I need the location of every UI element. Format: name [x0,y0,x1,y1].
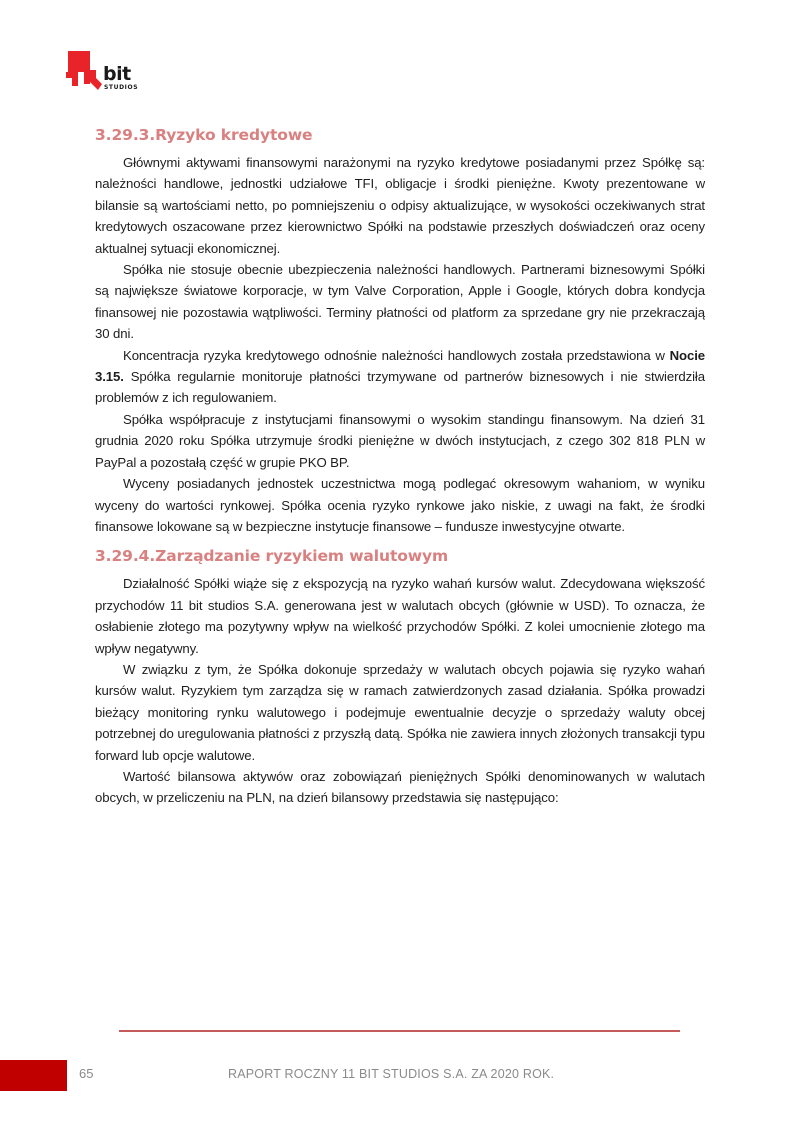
paragraph: W związku z tym, że Spółka dokonuje sprzedaży w walutach obcych pojawia się ryzyko wahań kursów walut. Ryzykiem tym zarządza się w ramach zatwierdzonych zasad działania. Spółka prowadzi bieżący monitoring rynku walutowego i podejmuje ewentualnie decyzje o sprzedaży waluty obcej potrzebnej do uregulowania płatności z przyszłą datą. Spółka nie zawiera innych złożonych transakcji typu forward lub opcje walutowe. [95,661,705,763]
paragraph: Działalność Spółki wiąże się z ekspozycją na ryzyko wahań kursów walut. Zdecydowana większość przychodów 11 bit studios S.A. generowana jest w walutach obcych (głównie w USD). To oznacza, że osłabienie złotego ma pozytywny wpływ na wielkość przychodów Spółki. Z kolei umocnienie złotego ma wpływ negatywny. [95,576,705,656]
paragraph: Spółka współpracuje z instytucjami finansowymi o wysokim standingu finansowym. Na dzień 31 grudnia 2020 roku Spółka utrzymuje środki pieniężne w dwóch instytucjach, z czego 302 818 PLN w PayPal a pozostałą część w grupie PKO BP. [95,411,705,470]
footer-accent-block [0,1060,67,1091]
logo-text-studios: STUDIOS [104,84,139,91]
spacer [95,537,705,541]
logo-text-bit: bit [103,63,131,85]
paragraph: Wartość bilansowa aktywów oraz zobowiązań pieniężnych Spółki denominowanych w walutach obcych, w przeliczeniu na PLN, na dzień bilansowy przedstawia się następująco: [95,768,705,806]
footer-report-title: RAPORT ROCZNY 11 BIT STUDIOS S.A. ZA 2020 ROK. [228,1067,555,1081]
paragraph-text: Koncentracja ryzyka kredytowego odnośnie należności handlowych została przedstawiona w [123,347,670,363]
page-number: 65 [79,1066,94,1081]
company-logo [64,48,148,94]
paragraph-text: Spółka regularnie monitoruje płatności trzymywane od partnerów biznesowych i nie stwierdziła problemów z ich regulowaniem. [95,369,705,406]
11-bit-studios-logo-icon [64,48,148,94]
note-reference: Nocie 3.15. [95,347,705,385]
paragraph: Głównymi aktywami finansowymi narażonymi na ryzyko kredytowe posiadanymi przez Spółkę są: należności handlowe, jednostki udziałowe TFI, obligacje i środki pieniężne. Kwoty prezentowane w bilansie są wartościami netto, po pomniejszeniu o odpisy aktualizujące, w wysokości oczekiwanych strat kredytowych oszacowane przez kierownictwo Spółki na podstawie przeszłych doświadczeń oraz oceny aktualnej sytuacji ekonomicznej. [95,155,705,256]
section-heading-currency-risk: 3.29.4.Zarządzanie ryzykiem walutowym [95,547,449,566]
paragraph: Spółka nie stosuje obecnie ubezpieczenia należności handlowych. Partnerami biznesowymi Spółki są największe światowe korporacje, w tym Valve Corporation, Apple i Google, których dobra kondycja finansowej nie pozostawia wątpliwości. Terminy płatności od platform za sprzedane gry nie przekraczają 30 dni. [95,262,705,342]
paragraph-note-reference [95,345,705,409]
footer-divider [119,1030,680,1032]
paragraph: Wyceny posiadanych jednostek uczestnictwa mogą podlegać okresowym wahaniom, w wyniku wyceny do wartości rynkowej. Spółka ocenia ryzyko rynkowe jako niskie, z uwagi na fakt, że środki finansowe lokowane są w bezpieczne instytucje finansowe – fundusze inwestycyjne otwarte. [95,476,705,534]
document-body [95,120,705,809]
section-heading-credit-risk: 3.29.3.Ryzyko kredytowe [95,126,313,144]
